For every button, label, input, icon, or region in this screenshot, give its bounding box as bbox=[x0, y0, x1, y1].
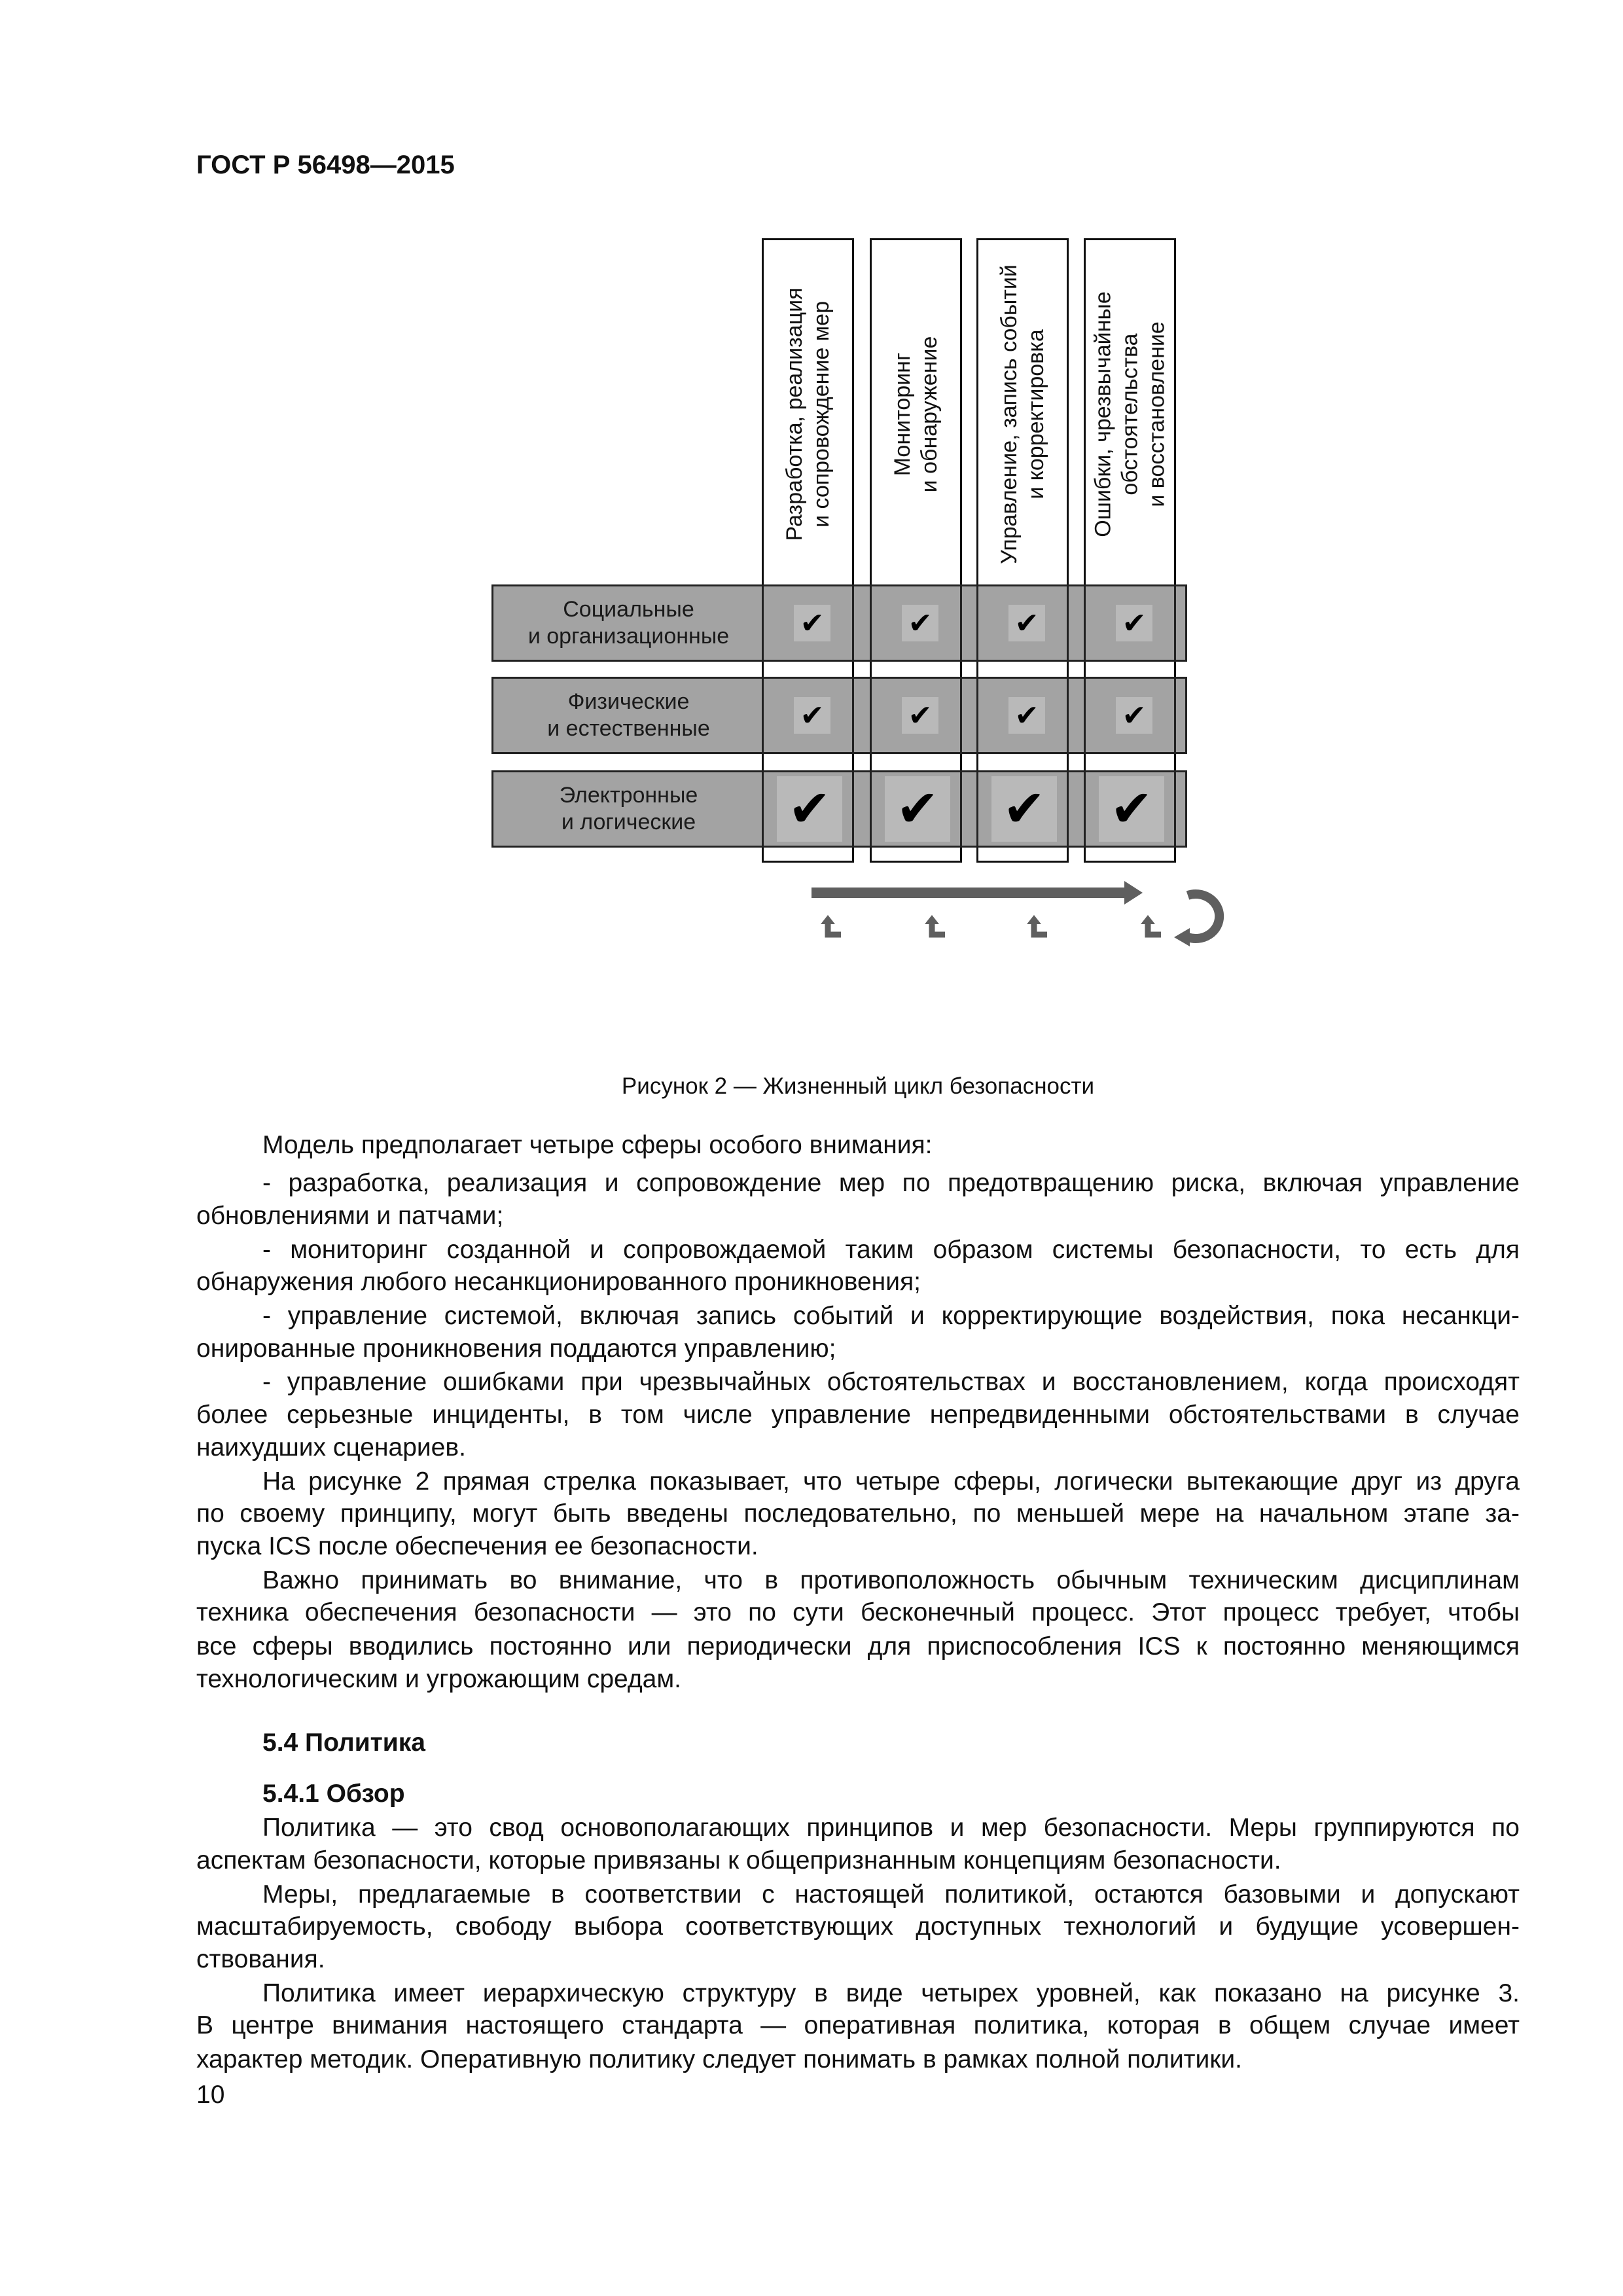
checkmark-icon: ✔ bbox=[1116, 605, 1152, 641]
column-header-line: обстоятельства bbox=[1117, 333, 1142, 495]
text-line: все сферы вводились постоянно или периодически для приспособления ICS к постоянно меняющимся bbox=[196, 1632, 1520, 1660]
text-line: - мониторинг созданной и сопровождаемой таким образом системы безопасности, то есть для bbox=[262, 1236, 1520, 1264]
section-heading: 5.4.1 Обзор bbox=[262, 1780, 405, 1808]
text-line: На рисунке 2 прямая стрелка показывает, что четыре сферы, логически вытекающие друг из друга bbox=[262, 1467, 1520, 1496]
column-header-line: Мониторинг bbox=[889, 352, 915, 476]
figure-caption: Рисунок 2 — Жизненный цикл безопасности bbox=[621, 1073, 1095, 1099]
text-line: Модель предполагает четыре сферы особого внимания: bbox=[262, 1131, 933, 1159]
column-header-line: и восстановление bbox=[1144, 321, 1169, 507]
document-header: ГОСТ Р 56498—2015 bbox=[196, 151, 455, 179]
row-label-line: и естественные bbox=[547, 716, 710, 741]
checkmark-icon: ✔ bbox=[1008, 605, 1045, 641]
checkmark-icon: ✔ bbox=[1008, 697, 1045, 734]
column-header-line: Управление, запись событий bbox=[996, 264, 1022, 564]
checkmark-icon: ✔ bbox=[991, 776, 1057, 842]
text-line: пуска ICS после обеспечения ее безопасности. bbox=[196, 1532, 758, 1560]
text-line: - разработка, реализация и сопровождение мер по предотвращению риска, включая управление bbox=[262, 1169, 1520, 1197]
column-header-line: Разработка, реализация bbox=[781, 287, 807, 541]
column-header-line: и сопровождение мер bbox=[808, 301, 834, 528]
page-number: 10 bbox=[196, 2081, 225, 2109]
column-header-line: и корректировка bbox=[1023, 329, 1048, 499]
row-label-line: Электронные bbox=[559, 783, 698, 808]
text-line: по своему принципу, могут быть введены последовательно, по меньшей мере на начальном этапе за- bbox=[196, 1499, 1520, 1528]
column-header-line: Ошибки, чрезвычайные bbox=[1090, 291, 1115, 537]
hook-arrowheads bbox=[821, 915, 1155, 924]
text-line: Важно принимать во внимание, что в противоположность обычным техническим дисциплинам bbox=[262, 1566, 1520, 1594]
row-label-line: и логические bbox=[561, 810, 696, 834]
checkmark-icon: ✔ bbox=[1099, 776, 1164, 842]
text-line: обнаружения любого несанкционированного проникновения; bbox=[196, 1268, 921, 1296]
row-label-line: Физические bbox=[567, 689, 690, 714]
text-line: масштабируемость, свободу выбора соответствующих доступных технологий и будущие усовершен- bbox=[196, 1912, 1520, 1941]
text-line: Политика — это свод основополагающих принципов и мер безопасности. Меры группируются по bbox=[262, 1814, 1520, 1842]
text-line: - управление ошибками при чрезвычайных обстоятельствах и восстановлением, когда происходят bbox=[262, 1368, 1520, 1396]
checkmark-icon: ✔ bbox=[885, 776, 950, 842]
loop-arrow-icon bbox=[1174, 894, 1219, 946]
text-line: Меры, предлагаемые в соответствии с настоящей политикой, остаются базовыми и допускают bbox=[262, 1880, 1520, 1909]
straight-arrow bbox=[812, 881, 1143, 905]
row-label-line: и организационные bbox=[527, 624, 730, 649]
checkmark-icon: ✔ bbox=[1116, 697, 1152, 734]
text-line: техника обеспечения безопасности — это по сути бесконечный процесс. Этот процесс требует, чтобы bbox=[196, 1598, 1520, 1626]
text-line: Политика имеет иерархическую структуру в виде четырех уровней, как показано на рисунке 3. bbox=[262, 1979, 1520, 2007]
column-header-line: и обнаружение bbox=[916, 336, 942, 493]
text-line: В центре внимания настоящего стандарта — оперативная политика, которая в общем случае имеет bbox=[196, 2011, 1520, 2039]
text-line: более серьезные инциденты, в том числе управление непредвиденными обстоятельствами в случае bbox=[196, 1401, 1520, 1429]
section-heading: 5.4 Политика bbox=[262, 1729, 425, 1757]
text-line: ствования. bbox=[196, 1945, 325, 1973]
checkmark-icon: ✔ bbox=[902, 697, 938, 734]
text-line: обновлениями и патчами; bbox=[196, 1202, 504, 1230]
text-line: - управление системой, включая запись событий и корректирующие воздействия, пока несанкци- bbox=[262, 1302, 1520, 1330]
checkmark-icon: ✔ bbox=[902, 605, 938, 641]
text-line: аспектам безопасности, которые привязаны к общепризнанным концепциям безопасности. bbox=[196, 1846, 1281, 1874]
lifecycle-arrows bbox=[0, 0, 1623, 1047]
text-line: онированные проникновения поддаются управлению; bbox=[196, 1335, 836, 1363]
text-line: технологическим и угрожающим средам. bbox=[196, 1665, 681, 1693]
text-line: наихудших сценариев. bbox=[196, 1433, 466, 1462]
checkmark-icon: ✔ bbox=[794, 697, 830, 734]
return-hook-arrows bbox=[828, 922, 1161, 935]
row-label-line: Социальные bbox=[563, 597, 694, 622]
checkmark-icon: ✔ bbox=[794, 605, 830, 641]
text-line: характер методик. Оперативную политику следует понимать в рамках полной политики. bbox=[196, 2045, 1243, 2073]
checkmark-icon: ✔ bbox=[777, 776, 842, 842]
